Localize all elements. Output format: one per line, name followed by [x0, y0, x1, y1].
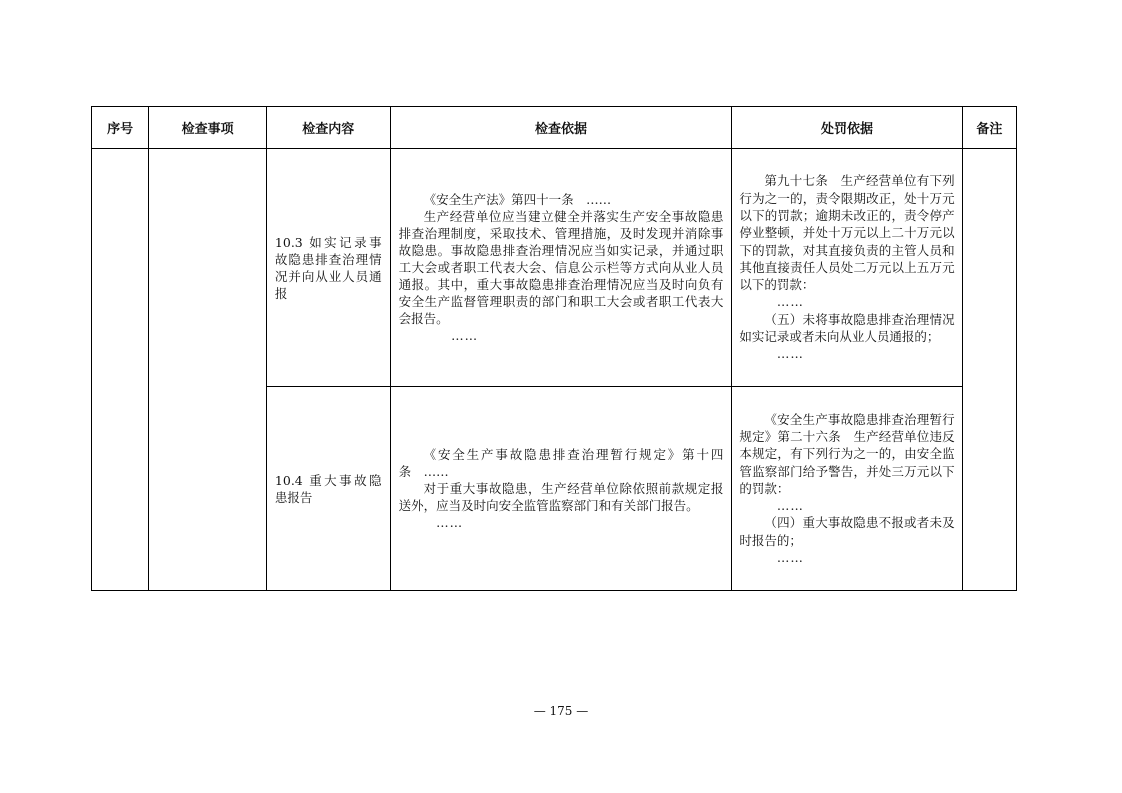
basis-paragraph: 《安全生产事故隐患排查治理暂行规定》第十四条 ……: [398, 447, 724, 479]
cell-seq: [92, 149, 149, 591]
header-remark: 备注: [962, 107, 1016, 149]
penalty-text: [732, 411, 961, 567]
cell-penalty: [732, 387, 962, 591]
penalty-paragraph: 第九十七条 生产经营单位有下列行为之一的，责令限期改正，处十万元以下的罚款；逾期未改正的，责令停产停业整顿，并处十万元以上二十万元以下的罚款，对其直接负责的主管人员和其他直接责任人员处二万元以上五万元以下的罚款：: [739, 173, 955, 293]
penalty-ellipsis: ……: [776, 294, 804, 310]
basis-paragraph: 生产经营单位应当建立健全并落实生产安全事故隐患排查治理制度，采取技术、管理措施，及时发现并消除事故隐患。事故隐患排查治理情况应当如实记录，并通过职工大会或者职工代表大会、信息公示栏等方式向从业人员通报。其中，重大事故隐患排查治理情况应当及时向负有安全生产监督管理职责的部门和职工大会或者职工代表大会报告。: [398, 209, 724, 326]
basis-text: [391, 191, 732, 344]
cell-content: [266, 149, 390, 387]
header-content: 检查内容: [266, 107, 390, 149]
cell-penalty: [732, 149, 962, 387]
penalty-ellipsis: ……: [776, 550, 804, 566]
basis-paragraph: 《安全生产法》第四十一条 ……: [423, 192, 612, 207]
cell-item: [149, 149, 267, 591]
header-seq: 序号: [92, 107, 149, 149]
cell-remark: [962, 149, 1016, 591]
basis-ellipsis: ……: [451, 328, 479, 343]
header-penalty: 处罚依据: [732, 107, 962, 149]
cell-basis: [390, 149, 732, 387]
cell-basis: [390, 387, 732, 591]
penalty-ellipsis: ……: [776, 498, 804, 514]
penalty-ellipsis: ……: [776, 346, 804, 362]
table-row: [92, 149, 1017, 387]
penalty-paragraph: （四）重大事故隐患不报或者未及时报告的；: [739, 515, 955, 548]
basis-paragraph: 对于重大事故隐患，生产经营单位除依照前款规定报送外，应当及时向安全监管监察部门和有关部门报告。: [398, 481, 724, 513]
table-header-row: [92, 107, 1017, 149]
basis-text: [391, 446, 732, 531]
penalty-text: [732, 172, 961, 362]
penalty-paragraph: 《安全生产事故隐患排查治理暂行规定》第二十六条 生产经营单位违反本规定，有下列行为之一的，由安全监管监察部门给予警告，并处三万元以下的罚款：: [739, 411, 955, 496]
penalty-paragraph: （五）未将事故隐患排查治理情况如实记录或者未向从业人员通报的；: [739, 311, 955, 345]
content-text: 10.4 重大事故隐患报告: [274, 472, 382, 505]
basis-ellipsis: ……: [436, 515, 464, 530]
cell-content: [266, 387, 390, 591]
inspection-table: [91, 106, 1017, 591]
page-number: — 175 —: [533, 704, 589, 718]
header-item: 检查事项: [149, 107, 267, 149]
content-text: 10.3 如实记录事故隐患排查治理情况并向从业人员通报: [274, 234, 382, 301]
header-basis: 检查依据: [390, 107, 732, 149]
